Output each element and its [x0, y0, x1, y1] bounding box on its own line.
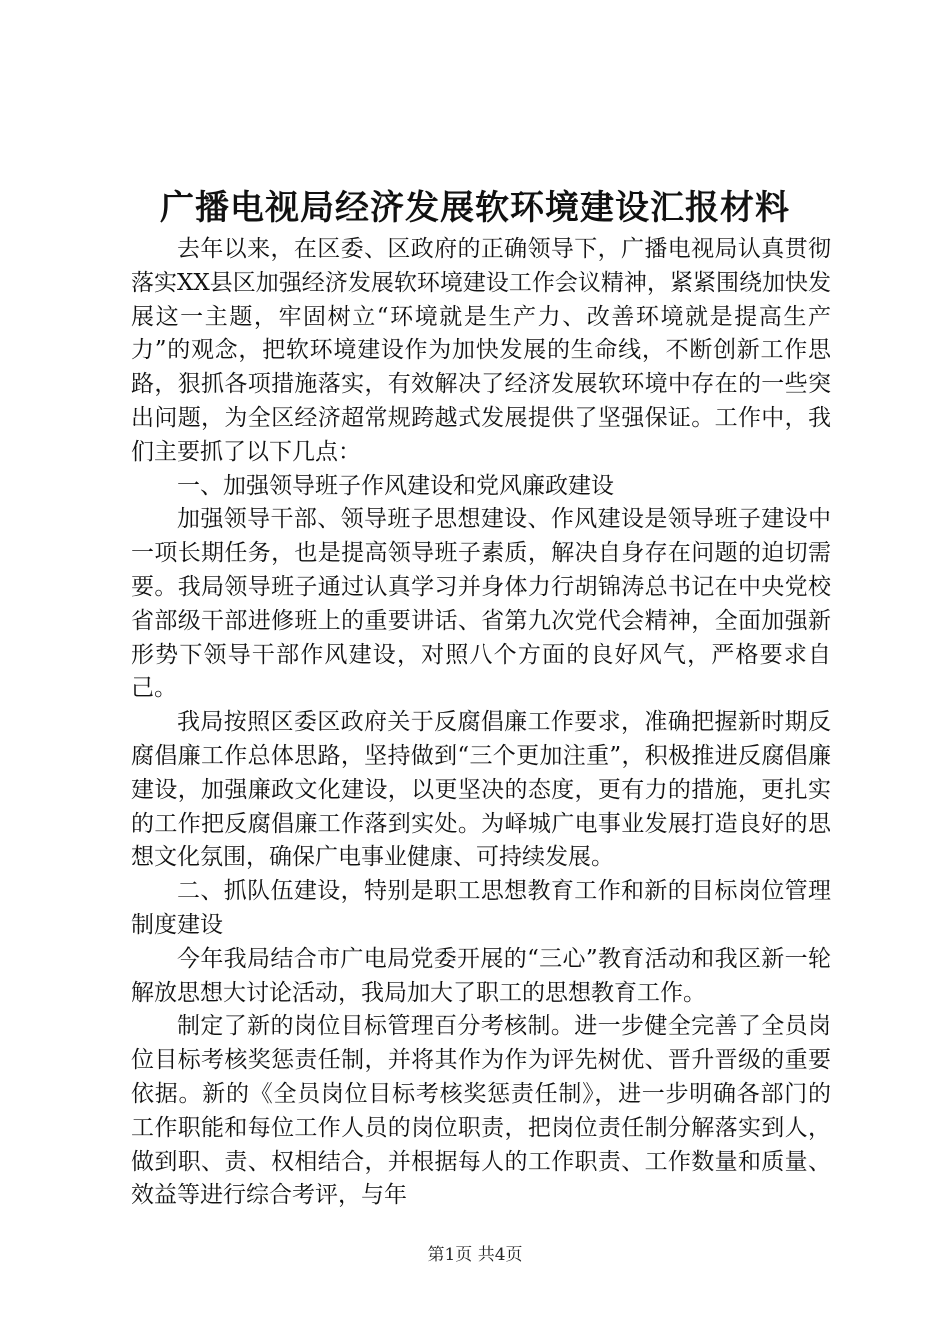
paragraph-education: 今年我局结合市广电局党委开展的“三心”教育活动和我区新一轮解放思想大讨论活动，我局加大了职工的思想教育工作。	[131, 945, 831, 1006]
document-body	[131, 233, 831, 1213]
paragraph-anticorruption: 我局按照区委区政府关于反腐倡廉工作要求，准确把握新时期反腐倡廉工作总体思路，坚持做到“三个更加注重”，积极推进反腐倡廉建设，加强廉政文化建设，以更坚决的态度，更有力的措施，更扎实的工作把反腐倡廉工作落到实处。为峄城广电事业发展打造良好的思想文化氛围，确保广电事业健康、可持续发展。	[131, 709, 831, 871]
paragraph-leadership: 加强领导干部、领导班子思想建设、作风建设是领导班子建设中一项长期任务，也是提高领导班子素质，解决自身存在问题的迫切需要。我局领导班子通过认真学习并身体力行胡锦涛总书记在中央党校省部级干部进修班上的重要讲话、省第九次党代会精神，全面加强新形势下领导干部作风建设，对照八个方面的良好风气，严格要求自己。	[131, 506, 831, 702]
page-footer: 第1页 共4页	[427, 1245, 523, 1265]
paragraph-assessment: 制定了新的岗位目标管理百分考核制。进一步健全完善了全员岗位目标考核奖惩责任制，并将其作为作为评先树优、晋升晋级的重要依据。新的《全员岗位目标考核奖惩责任制》，进一步明确各部门的工作职能和每位工作人员的岗位职责，把岗位责任制分解落实到人，做到职、责、权相结合，并根据每人的工作职责、工作数量和质量、效益等进行综合考评，与年	[131, 1013, 831, 1209]
section-heading-1: 一、加强领导班子作风建设和党风廉政建设	[177, 472, 614, 499]
paragraph-intro: 去年以来，在区委、区政府的正确领导下，广播电视局认真贯彻落实XX县区加强经济发展软环境建设工作会议精神，紧紧围绕加快发展这一主题，牢固树立“环境就是生产力、改善环境就是提高生产力”的观念，把软环境建设作为加快发展的生命线，不断创新工作思路，狠抓各项措施落实，有效解决了经济发展软环境中存在的一些突出问题，为全区经济超常规跨越式发展提供了坚强保证。工作中，我们主要抓了以下几点：	[131, 236, 831, 465]
section-heading-2: 二、抓队伍建设，特别是职工思想教育工作和新的目标岗位管理制度建设	[131, 878, 831, 938]
document-title: 广播电视局经济发展软环境建设汇报材料	[160, 188, 790, 228]
